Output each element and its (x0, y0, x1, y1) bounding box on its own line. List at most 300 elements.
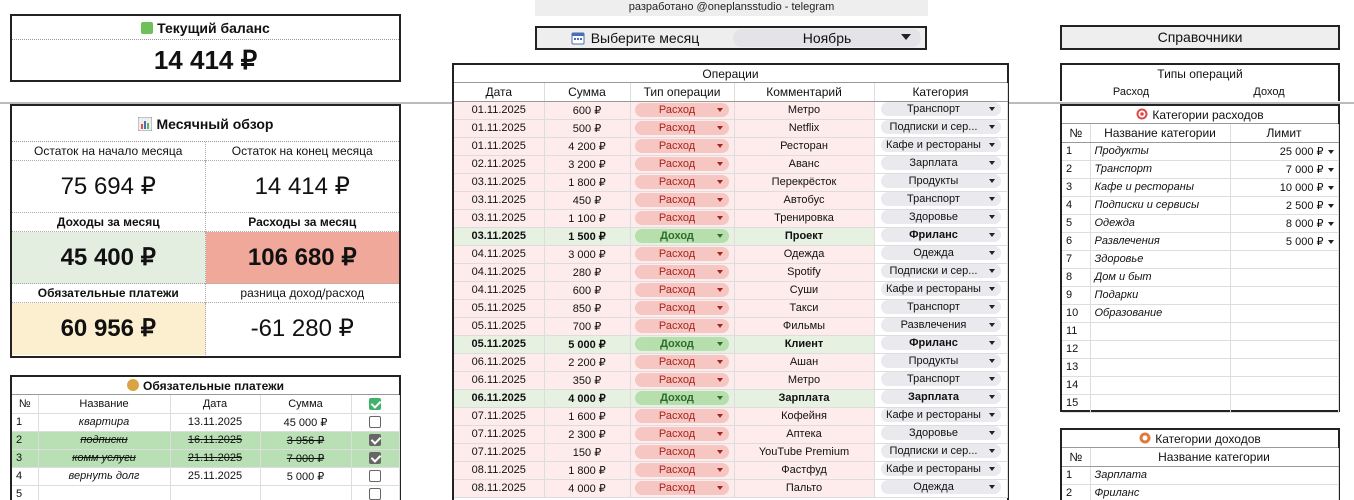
inccat-name[interactable]: Зарплата (1090, 466, 1338, 484)
op-category-select[interactable] (881, 138, 1001, 152)
op-comment[interactable]: Spotify (734, 263, 874, 281)
op-type: Расход (658, 122, 696, 134)
expcat-row[interactable] (1062, 232, 1338, 250)
mandatory-date[interactable] (170, 485, 260, 500)
operation-row[interactable] (454, 209, 1007, 227)
overview-title: Месячный обзор (156, 116, 274, 132)
operation-row[interactable] (454, 281, 1007, 299)
op-category-select[interactable] (881, 390, 1001, 404)
op-date[interactable]: 01.11.2025 (454, 119, 544, 137)
op-type-cell (630, 425, 734, 443)
checkbox-icon[interactable] (369, 452, 381, 464)
expcat-limit-cell[interactable] (1230, 268, 1338, 286)
mandatory-row[interactable] (12, 449, 399, 467)
op-sum[interactable]: 3 200 ₽ (544, 155, 630, 173)
expcat-name[interactable] (1090, 358, 1230, 376)
op-type-select[interactable] (635, 445, 729, 459)
expcat-col-name: Название категории (1090, 124, 1230, 142)
op-category: Кафе и рестораны (886, 408, 981, 421)
expcat-limit-cell[interactable] (1230, 250, 1338, 268)
op-category-select[interactable] (881, 246, 1001, 260)
op-type: Расход (658, 446, 696, 458)
mandatory-name[interactable]: подписки (38, 431, 170, 449)
expcat-limit-cell[interactable] (1230, 214, 1338, 232)
op-category-select[interactable] (881, 480, 1001, 494)
expcat-n: 4 (1062, 196, 1090, 214)
operation-row[interactable] (454, 173, 1007, 191)
expcat-title: Категории расходов (1152, 108, 1264, 122)
checkbox-icon[interactable] (369, 416, 381, 428)
op-type-cell (630, 479, 734, 497)
op-category: Транспорт (907, 372, 960, 385)
inccat-name[interactable]: Фриланс (1090, 484, 1338, 500)
expcat-n: 2 (1062, 160, 1090, 178)
expcat-row[interactable] (1062, 160, 1338, 178)
op-category: Продукты (908, 174, 959, 187)
op-sum[interactable]: 5 000 ₽ (544, 335, 630, 353)
op-type-select[interactable] (635, 355, 729, 369)
op-type-select[interactable] (635, 283, 729, 297)
operation-row[interactable] (454, 137, 1007, 155)
op-date[interactable]: 06.11.2025 (454, 389, 544, 407)
op-date[interactable]: 06.11.2025 (454, 353, 544, 371)
start-balance-value: 75 694 ₽ (12, 161, 205, 213)
chevron-down-icon (989, 143, 995, 147)
op-category-select[interactable] (881, 372, 1001, 386)
op-category-select[interactable] (881, 354, 1001, 368)
mandatory-row[interactable] (12, 431, 399, 449)
op-sum[interactable]: 700 ₽ (544, 317, 630, 335)
mandatory-sum[interactable]: 45 000 ₽ (260, 413, 351, 431)
op-comment[interactable]: YouTube Premium (734, 443, 874, 461)
op-category-select[interactable] (881, 300, 1001, 314)
op-sum[interactable]: 4 000 ₽ (544, 389, 630, 407)
op-category: Фриланс (909, 228, 958, 241)
op-comment[interactable]: Перекрёсток (734, 173, 874, 191)
operation-row[interactable] (454, 461, 1007, 479)
op-category-select[interactable] (881, 282, 1001, 296)
expcat-limit-cell[interactable] (1230, 142, 1338, 160)
op-category-select[interactable] (881, 462, 1001, 476)
op-comment[interactable]: Клиент (734, 335, 874, 353)
operation-row[interactable] (454, 389, 1007, 407)
mandatory-sum[interactable]: 5 000 ₽ (260, 467, 351, 485)
expcat-limit-cell[interactable] (1230, 304, 1338, 322)
op-sum[interactable]: 2 300 ₽ (544, 425, 630, 443)
expcat-name[interactable]: Образование (1090, 304, 1230, 322)
expcat-name[interactable]: Одежда (1090, 214, 1230, 232)
expcat-row[interactable] (1062, 196, 1338, 214)
checkbox-icon[interactable] (369, 434, 381, 446)
expcat-row[interactable] (1062, 142, 1338, 160)
op-type-cell (630, 461, 734, 479)
op-date[interactable]: 01.11.2025 (454, 137, 544, 155)
op-type: Расход (658, 140, 696, 152)
mandatory-name[interactable]: квартира (38, 413, 170, 431)
mandatory-header (12, 377, 399, 395)
mandatory-date[interactable]: 16.11.2025 (170, 431, 260, 449)
op-category-cell (874, 101, 1007, 119)
expcat-name[interactable]: Транспорт (1090, 160, 1230, 178)
inccat-row[interactable] (1062, 484, 1338, 500)
expcat-limit-cell[interactable] (1230, 196, 1338, 214)
chevron-down-icon (989, 341, 995, 345)
op-date[interactable]: 03.11.2025 (454, 191, 544, 209)
reference-button[interactable] (1060, 25, 1340, 50)
op-date[interactable]: 05.11.2025 (454, 299, 544, 317)
op-category-select[interactable] (881, 210, 1001, 224)
op-category-select[interactable] (881, 120, 1001, 134)
op-date[interactable]: 03.11.2025 (454, 173, 544, 191)
op-sum[interactable]: 1 500 ₽ (544, 227, 630, 245)
operation-row[interactable] (454, 407, 1007, 425)
op-category-cell (874, 119, 1007, 137)
op-type: Доход (660, 338, 694, 350)
op-date[interactable]: 02.11.2025 (454, 155, 544, 173)
op-category-select[interactable] (881, 426, 1001, 440)
op-category-select[interactable] (881, 336, 1001, 350)
expcat-row[interactable] (1062, 376, 1338, 394)
operation-row[interactable] (454, 227, 1007, 245)
operation-row[interactable] (454, 119, 1007, 137)
op-type-select[interactable] (635, 229, 729, 243)
expcat-row[interactable] (1062, 250, 1338, 268)
expcat-limit-cell[interactable] (1230, 376, 1338, 394)
expcat-n: 6 (1062, 232, 1090, 250)
chevron-down-icon (717, 450, 723, 454)
expcat-n: 7 (1062, 250, 1090, 268)
expcat-name[interactable]: Развлечения (1090, 232, 1230, 250)
op-type-select[interactable] (635, 175, 729, 189)
inccat-col-name: Название категории (1090, 448, 1338, 466)
op-sum[interactable]: 1 800 ₽ (544, 173, 630, 191)
op-comment[interactable]: Метро (734, 371, 874, 389)
op-category-select[interactable] (881, 174, 1001, 188)
chevron-down-icon (1328, 222, 1334, 226)
mandatory-row[interactable] (12, 467, 399, 485)
expcat-limit-cell[interactable] (1230, 286, 1338, 304)
op-type: Расход (658, 464, 696, 476)
chevron-down-icon (717, 288, 723, 292)
op-comment[interactable]: Суши (734, 281, 874, 299)
mandatory-name[interactable]: комм услуги (38, 449, 170, 467)
chevron-down-icon (717, 342, 723, 346)
op-sum[interactable]: 500 ₽ (544, 119, 630, 137)
expcat-n: 11 (1062, 322, 1090, 340)
op-category-select[interactable] (881, 264, 1001, 278)
operation-row[interactable] (454, 371, 1007, 389)
overview-header (12, 106, 399, 142)
operation-row[interactable] (454, 299, 1007, 317)
ops-col-type: Тип операции (630, 83, 734, 101)
op-comment[interactable]: Фильмы (734, 317, 874, 335)
op-sum[interactable]: 600 ₽ (544, 101, 630, 119)
op-date[interactable]: 08.11.2025 (454, 461, 544, 479)
mandatory-sum[interactable]: 3 956 ₽ (260, 431, 351, 449)
op-sum[interactable]: 450 ₽ (544, 191, 630, 209)
op-category-select[interactable] (881, 102, 1001, 116)
chevron-down-icon (1328, 186, 1334, 190)
expcat-row[interactable] (1062, 178, 1338, 196)
income-label: Доходы за месяц (12, 213, 205, 232)
op-type-select[interactable] (635, 301, 729, 315)
mandatory-col-check (351, 395, 399, 413)
op-date[interactable]: 06.11.2025 (454, 371, 544, 389)
op-category-cell (874, 389, 1007, 407)
op-date[interactable]: 07.11.2025 (454, 443, 544, 461)
expcat-limit: 10 000 ₽ (1279, 181, 1324, 194)
expcat-row[interactable] (1062, 268, 1338, 286)
chevron-down-icon (717, 306, 723, 310)
operation-row[interactable] (454, 191, 1007, 209)
op-sum[interactable]: 850 ₽ (544, 299, 630, 317)
op-type: Доход (660, 230, 694, 242)
chevron-down-icon (989, 485, 995, 489)
op-category-cell (874, 479, 1007, 497)
op-category-select[interactable] (881, 408, 1001, 422)
chevron-down-icon (717, 144, 723, 148)
checkbox-icon[interactable] (369, 470, 381, 482)
expcat-name[interactable]: Подписки и сервисы (1090, 196, 1230, 214)
mandatory-sum[interactable]: 7 000 ₽ (260, 449, 351, 467)
expcat-limit-cell[interactable] (1230, 178, 1338, 196)
op-type-cell (630, 281, 734, 299)
expense-label: Расходы за месяц (206, 213, 400, 232)
op-type-select[interactable] (635, 373, 729, 387)
operation-row[interactable] (454, 335, 1007, 353)
op-category: Продукты (908, 354, 959, 367)
op-category-cell (874, 461, 1007, 479)
operations-panel (452, 63, 1009, 500)
expcat-row[interactable] (1062, 394, 1338, 412)
op-type-cell (630, 371, 734, 389)
op-type-cell (630, 155, 734, 173)
ops-col-sum: Сумма (544, 83, 630, 101)
op-sum[interactable]: 3 000 ₽ (544, 245, 630, 263)
end-balance-label: Остаток на конец месяца (206, 142, 400, 161)
operation-row[interactable] (454, 479, 1007, 497)
op-sum[interactable]: 2 200 ₽ (544, 353, 630, 371)
op-category-select[interactable] (881, 156, 1001, 170)
expense-value: 106 680 ₽ (206, 232, 400, 284)
op-category-select[interactable] (881, 192, 1001, 206)
chevron-down-icon (717, 252, 723, 256)
op-type-select[interactable] (635, 319, 729, 333)
op-comment[interactable]: Ресторан (734, 137, 874, 155)
expcat-name[interactable]: Кафе и рестораны (1090, 178, 1230, 196)
expcat-name[interactable] (1090, 340, 1230, 358)
op-comment[interactable]: Кофейня (734, 407, 874, 425)
expcat-limit-cell[interactable] (1230, 232, 1338, 250)
op-date[interactable]: 04.11.2025 (454, 245, 544, 263)
op-category-select[interactable] (881, 444, 1001, 458)
op-type-cell (630, 209, 734, 227)
operation-row[interactable] (454, 317, 1007, 335)
op-date[interactable]: 03.11.2025 (454, 227, 544, 245)
operation-row[interactable] (454, 245, 1007, 263)
money-icon (141, 22, 153, 34)
mandatory-name[interactable] (38, 485, 170, 500)
op-date[interactable]: 05.11.2025 (454, 317, 544, 335)
operation-row[interactable] (454, 263, 1007, 281)
expcat-row[interactable] (1062, 358, 1338, 376)
op-type-select[interactable] (635, 481, 729, 495)
chevron-down-icon (717, 108, 723, 112)
op-comment[interactable]: Ашан (734, 353, 874, 371)
op-type-select[interactable] (635, 337, 729, 351)
month-select[interactable] (733, 29, 921, 47)
op-date[interactable]: 01.11.2025 (454, 101, 544, 119)
op-sum[interactable]: 4 200 ₽ (544, 137, 630, 155)
op-type-select[interactable] (635, 193, 729, 207)
op-comment[interactable]: Зарплата (734, 389, 874, 407)
op-comment[interactable]: Аванс (734, 155, 874, 173)
expcat-limit: 5 000 ₽ (1285, 235, 1324, 248)
mandatory-date[interactable]: 13.11.2025 (170, 413, 260, 431)
mandatory-check-cell (351, 467, 399, 485)
op-category: Кафе и рестораны (886, 462, 981, 475)
chevron-down-icon (901, 34, 911, 40)
expcat-limit-cell[interactable] (1230, 340, 1338, 358)
chevron-down-icon (989, 449, 995, 453)
mandatory-row[interactable] (12, 413, 399, 431)
op-type-select[interactable] (635, 409, 729, 423)
expcat-row[interactable] (1062, 304, 1338, 322)
op-sum[interactable]: 600 ₽ (544, 281, 630, 299)
expcat-limit-cell[interactable] (1230, 358, 1338, 376)
operation-row[interactable] (454, 353, 1007, 371)
mandatory-name[interactable]: вернуть долг (38, 467, 170, 485)
expcat-row[interactable] (1062, 214, 1338, 232)
op-type-select[interactable] (635, 157, 729, 171)
mandatory-sum[interactable] (260, 485, 351, 500)
op-sum[interactable]: 1 600 ₽ (544, 407, 630, 425)
expcat-n: 10 (1062, 304, 1090, 322)
op-date[interactable]: 04.11.2025 (454, 263, 544, 281)
op-comment[interactable]: Одежда (734, 245, 874, 263)
op-type-select[interactable] (635, 463, 729, 477)
mandatory-table (12, 395, 400, 500)
operation-row[interactable] (454, 101, 1007, 119)
op-sum[interactable]: 350 ₽ (544, 371, 630, 389)
op-category: Подписки и сер... (889, 264, 978, 277)
op-date[interactable]: 05.11.2025 (454, 335, 544, 353)
op-date[interactable]: 08.11.2025 (454, 479, 544, 497)
mandatory-n: 1 (12, 413, 38, 431)
expcat-limit-cell[interactable] (1230, 322, 1338, 340)
op-date[interactable]: 07.11.2025 (454, 407, 544, 425)
checkbox-icon[interactable] (369, 488, 381, 500)
op-type: Расход (658, 374, 696, 386)
op-sum[interactable]: 4 000 ₽ (544, 479, 630, 497)
monthly-overview (10, 104, 401, 358)
expcat-name[interactable] (1090, 322, 1230, 340)
op-date[interactable]: 03.11.2025 (454, 209, 544, 227)
expcat-row[interactable] (1062, 286, 1338, 304)
op-comment[interactable]: Пальто (734, 479, 874, 497)
expcat-name[interactable]: Продукты (1090, 142, 1230, 160)
chevron-down-icon (989, 431, 995, 435)
op-type-select[interactable] (635, 265, 729, 279)
op-category-cell (874, 137, 1007, 155)
diff-value: -61 280 ₽ (250, 315, 354, 342)
op-type-select[interactable] (635, 391, 729, 405)
op-type-select[interactable] (635, 103, 729, 117)
expcat-name[interactable]: Подарки (1090, 286, 1230, 304)
op-sum[interactable]: 1 800 ₽ (544, 461, 630, 479)
op-comment[interactable]: Проект (734, 227, 874, 245)
expcat-limit-cell[interactable] (1230, 394, 1338, 412)
operation-row[interactable] (454, 155, 1007, 173)
op-type-select[interactable] (635, 211, 729, 225)
expcat-limit-cell[interactable] (1230, 160, 1338, 178)
op-comment[interactable]: Метро (734, 101, 874, 119)
mandatory-date[interactable]: 25.11.2025 (170, 467, 260, 485)
mandatory-check-cell (351, 431, 399, 449)
expcat-row[interactable] (1062, 340, 1338, 358)
op-comment[interactable]: Такси (734, 299, 874, 317)
op-comment[interactable]: Фастфуд (734, 461, 874, 479)
op-sum[interactable]: 280 ₽ (544, 263, 630, 281)
op-type: Расход (658, 266, 696, 278)
op-comment[interactable]: Автобус (734, 191, 874, 209)
credit-bar (535, 0, 928, 16)
chevron-down-icon (717, 468, 723, 472)
mandatory-col-date: Дата (170, 395, 260, 413)
inccat-n: 1 (1062, 466, 1090, 484)
op-category-cell (874, 191, 1007, 209)
op-category-select[interactable] (881, 318, 1001, 332)
op-category: Кафе и рестораны (886, 282, 981, 295)
op-type-select[interactable] (635, 121, 729, 135)
expcat-name[interactable] (1090, 394, 1230, 412)
mandatory-date[interactable]: 21.11.2025 (170, 449, 260, 467)
income-value: 45 400 ₽ (12, 232, 205, 284)
op-comment[interactable]: Netflix (734, 119, 874, 137)
op-sum[interactable]: 150 ₽ (544, 443, 630, 461)
operation-row[interactable] (454, 425, 1007, 443)
operation-row[interactable] (454, 443, 1007, 461)
op-type-select[interactable] (635, 139, 729, 153)
ops-col-category: Категория (874, 83, 1007, 101)
expcat-name[interactable] (1090, 376, 1230, 394)
op-type-cell (630, 443, 734, 461)
chevron-down-icon (989, 161, 995, 165)
mandatory-col-name: Название (38, 395, 170, 413)
mandatory-n: 4 (12, 467, 38, 485)
op-sum[interactable]: 1 100 ₽ (544, 209, 630, 227)
op-type-select[interactable] (635, 427, 729, 441)
op-comment[interactable]: Тренировка (734, 209, 874, 227)
op-date[interactable]: 07.11.2025 (454, 425, 544, 443)
op-type-select[interactable] (635, 247, 729, 261)
op-date[interactable]: 04.11.2025 (454, 281, 544, 299)
ops-col-comment: Комментарий (734, 83, 874, 101)
inccat-row[interactable] (1062, 466, 1338, 484)
op-category-cell (874, 353, 1007, 371)
op-category: Подписки и сер... (889, 120, 978, 133)
mandatory-row[interactable] (12, 485, 399, 500)
reference-label: Справочники (1157, 29, 1243, 45)
op-comment[interactable]: Аптека (734, 425, 874, 443)
expcat-name[interactable]: Дом и быт (1090, 268, 1230, 286)
op-category-select[interactable] (881, 228, 1001, 242)
expcat-row[interactable] (1062, 322, 1338, 340)
op-type: Расход (658, 356, 696, 368)
check-all-icon[interactable] (369, 398, 381, 410)
expcat-name[interactable]: Здоровье (1090, 250, 1230, 268)
op-category: Зарплата (908, 390, 959, 403)
